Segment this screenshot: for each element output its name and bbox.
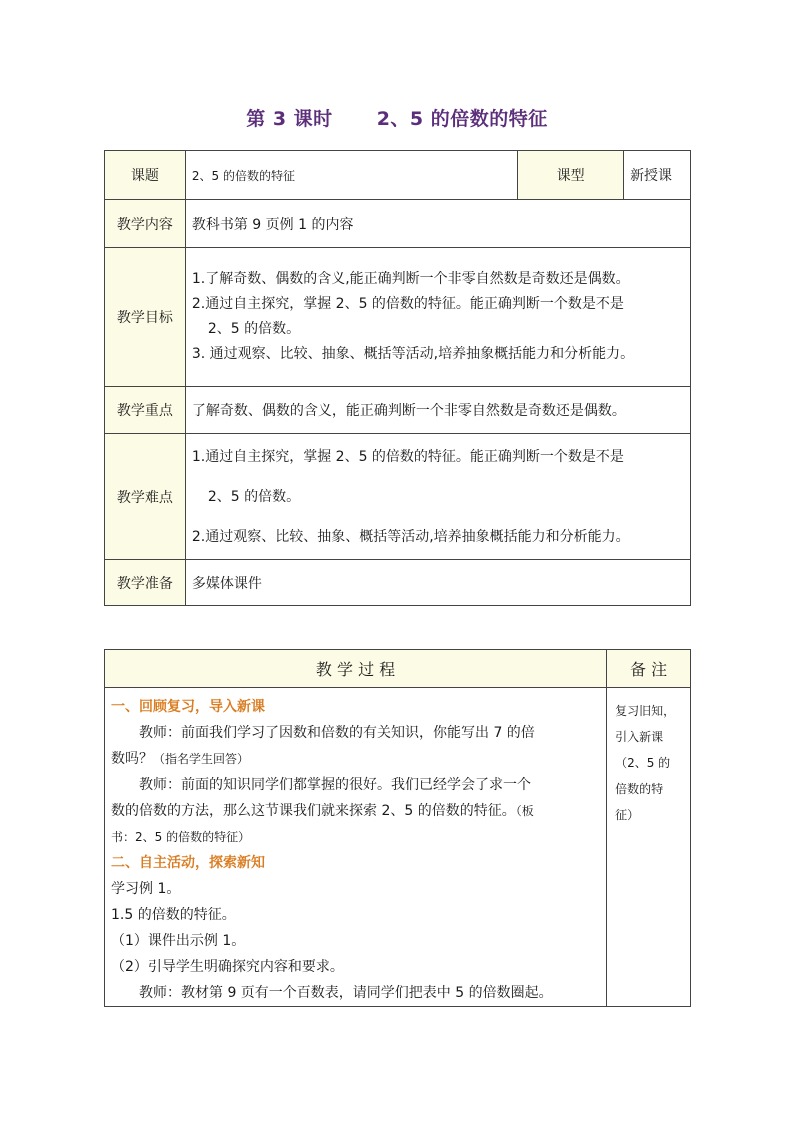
paragraph: 数吗？（指名学生回答）	[111, 751, 250, 767]
topic-value: 2、5 的倍数的特征	[185, 151, 517, 200]
section-heading-1: 一、回顾复习，导入新课	[111, 699, 265, 715]
lesson-number: 第 3 课时	[246, 108, 333, 130]
goals-label: 教学目标	[105, 248, 186, 387]
paragraph: （1）课件出示例 1。	[111, 933, 246, 949]
type-label: 课型	[518, 151, 624, 200]
difficulty-item: 2、5 的倍数。	[207, 488, 301, 505]
note-line: 征）	[615, 808, 640, 822]
goal-item: 2、5 的倍数。	[207, 321, 301, 337]
paragraph: 书：2、5 的倍数的特征）	[111, 830, 251, 844]
difficulty-label: 教学难点	[105, 434, 186, 560]
process-header-row	[105, 650, 691, 688]
note-line: 复习旧知，	[615, 704, 676, 718]
difficulty-row	[105, 434, 691, 560]
paragraph: 1.5 的倍数的特征。	[111, 907, 236, 923]
content-value: 教科书第 9 页例 1 的内容	[185, 200, 690, 248]
topic-row	[105, 151, 691, 200]
goal-item: 3. 通过观察、比较、抽象、概括等活动,培养抽象概括能力和分析能力。	[191, 346, 635, 362]
note-line: （2、5 的	[615, 756, 671, 770]
process-content	[105, 688, 607, 1007]
process-body-row	[105, 688, 691, 1007]
process-header: 教 学 过 程	[105, 650, 607, 688]
note-line: 倍数的特	[615, 782, 664, 796]
paragraph: 教师：教材第 9 页有一个百数表，请同学们把表中 5 的倍数圈起。	[139, 985, 553, 1001]
section-heading-2: 二、自主活动，探索新知	[111, 855, 265, 871]
process-table	[104, 649, 691, 1007]
goal-item: 2.通过自主探究，掌握 2、5 的倍数的特征。能正确判断一个数是不是	[191, 296, 624, 312]
difficulty-item: 1.通过自主探究，掌握 2、5 的倍数的特征。能正确判断一个数是不是	[191, 448, 624, 465]
goals-row	[105, 248, 691, 387]
paragraph: 数的倍数的方法，那么这节课我们就来探索 2、5 的倍数的特征。（板	[111, 803, 534, 819]
paragraph: 教师：前面我们学习了因数和倍数的有关知识，你能写出 7 的倍	[139, 725, 535, 741]
notes-content	[607, 688, 691, 1007]
key-row	[105, 387, 691, 434]
lesson-info-table	[104, 150, 691, 606]
goal-item: 1.了解奇数、偶数的含义,能正确判断一个非零自然数是奇数还是偶数。	[191, 271, 630, 287]
paragraph: （2）引导学生明确探究内容和要求。	[111, 959, 344, 975]
page-title	[0, 104, 794, 131]
content-row	[105, 200, 691, 248]
paragraph: 教师：前面的知识同学们都掌握的很好。我们已经学会了求一个	[139, 777, 531, 793]
lesson-topic: 2、5 的倍数的特征	[376, 108, 548, 130]
prep-label: 教学准备	[105, 560, 186, 606]
notes-header: 备 注	[607, 650, 691, 688]
content-label: 教学内容	[105, 200, 186, 248]
key-label: 教学重点	[105, 387, 186, 434]
note-line: 引入新课	[615, 730, 664, 744]
prep-row	[105, 560, 691, 606]
key-value: 了解奇数、偶数的含义，能正确判断一个非零自然数是奇数还是偶数。	[185, 387, 690, 434]
difficulty-item: 2.通过观察、比较、抽象、概括等活动,培养抽象概括能力和分析能力。	[191, 528, 630, 545]
difficulty-cell	[185, 434, 690, 560]
goals-cell	[185, 248, 690, 387]
paragraph: 学习例 1。	[111, 881, 181, 897]
prep-value: 多媒体课件	[185, 560, 690, 606]
type-value: 新授课	[624, 151, 691, 200]
topic-label: 课题	[105, 151, 186, 200]
